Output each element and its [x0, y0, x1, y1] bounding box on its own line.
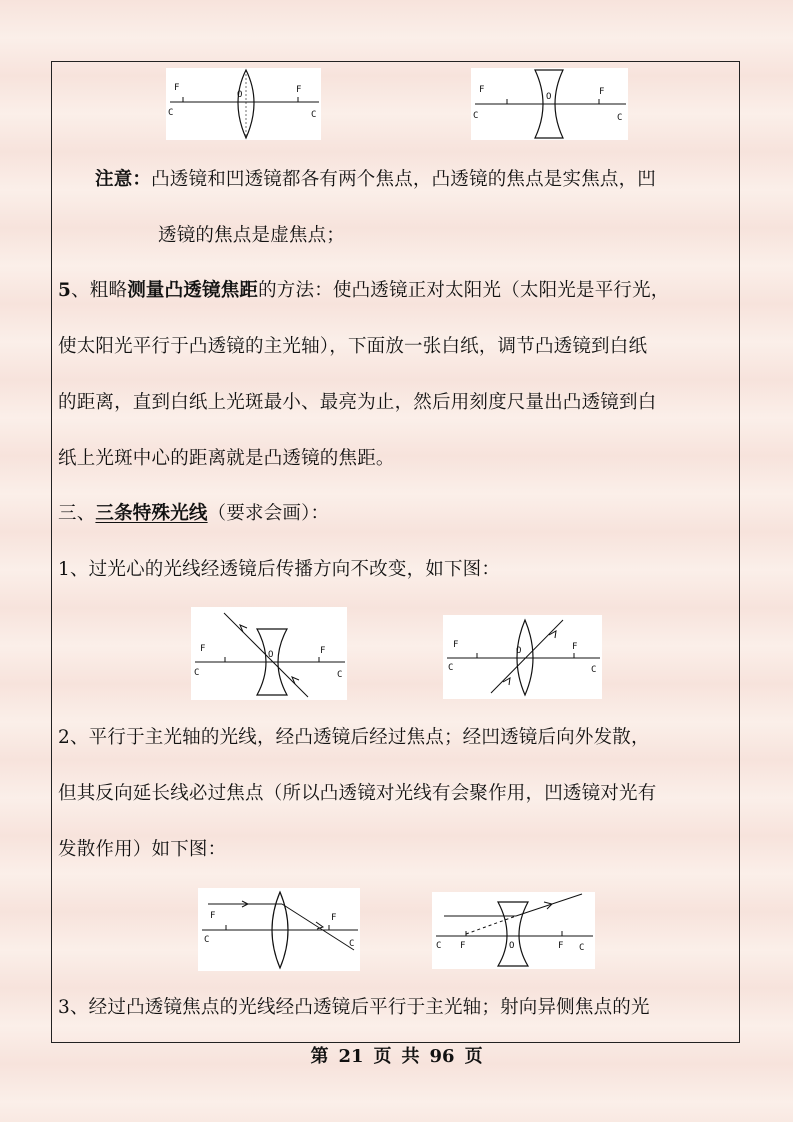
concave-lens-parallel-ray-diagram [432, 892, 595, 969]
label-F-left: F [200, 644, 206, 654]
label-C-right: C [337, 670, 343, 680]
label-C-left: C [168, 108, 174, 118]
item5-line-3: 的距离，直到白纸上光斑最小、最亮为止，然后用刻度尺量出凸透镜到白 [58, 392, 657, 413]
note-line-2: 透镜的焦点是虚焦点； [158, 225, 346, 246]
concave-lens-focus-diagram [471, 68, 628, 140]
item5-number: 5 [58, 280, 72, 301]
footer-page-number: 21 [338, 1046, 364, 1067]
section3-suffix: （要求会画）： [207, 503, 330, 524]
page-frame [51, 61, 740, 1043]
section3-prefix: 三、 [58, 503, 96, 524]
item5-line-2: 使太阳光平行于凸透镜的主光轴），下面放一张白纸，调节凸透镜到白纸 [58, 336, 648, 357]
label-F-left: F [479, 85, 485, 95]
convex-lens-center-ray-diagram [443, 615, 602, 699]
ray2-line-3: 发散作用）如下图： [58, 839, 227, 860]
label-F-right: F [320, 646, 326, 656]
label-F-right: F [296, 85, 302, 95]
label-F-left: F [210, 911, 216, 921]
convex-lens-parallel-ray-diagram [198, 888, 360, 971]
label-F-right: F [599, 87, 605, 97]
label-C-left: C [436, 941, 442, 951]
label-C-right: C [349, 939, 355, 949]
convex-lens-focus-diagram [166, 68, 321, 140]
section3-title: 三条特殊光线 [95, 503, 208, 524]
label-O: O [237, 90, 243, 100]
label-O: O [546, 92, 552, 102]
label-F-left: F [453, 640, 459, 650]
ray3-line-1: 3、经过凸透镜焦点的光线经凸透镜后平行于主光轴；射向异侧焦点的光 [58, 997, 650, 1018]
note-text-1: 凸透镜和凹透镜都各有两个焦点，凸透镜的焦点是实焦点，凹 [151, 169, 657, 190]
label-F-left: F [460, 941, 466, 951]
note-label: 注意： [95, 169, 152, 190]
note-line-1 [95, 167, 656, 193]
section3-heading [58, 501, 329, 527]
ray1-text: 1、过光心的光线经透镜后传播方向不改变，如下图： [58, 559, 501, 580]
footer-page-word: 第 [310, 1046, 329, 1067]
ray2-line-1: 2、平行于主光轴的光线，经凸透镜后经过焦点；经凹透镜后向外发散， [58, 727, 650, 748]
label-O: O [268, 650, 274, 660]
label-C-right: C [311, 110, 317, 120]
page-number-footer [0, 1044, 793, 1070]
item5-line-1 [58, 278, 670, 304]
footer-total-unit: 页 [464, 1046, 483, 1067]
concave-lens-center-ray-diagram [191, 607, 347, 700]
label-C-left: C [473, 111, 479, 121]
label-O: O [509, 941, 515, 951]
item5-prefix: 、粗略 [71, 280, 128, 301]
label-F-right: F [572, 642, 578, 652]
label-C-right: C [579, 943, 585, 953]
ray2-line-2: 但其反向延长线必过焦点（所以凸透镜对光线有会聚作用，凹透镜对光有 [58, 783, 657, 804]
label-O: O [516, 646, 522, 656]
label-F-left: F [174, 83, 180, 93]
footer-total-number: 96 [429, 1046, 455, 1067]
label-C-left: C [448, 663, 454, 673]
item5-rest: 的方法：使凸透镜正对太阳光（太阳光是平行光， [258, 280, 670, 301]
footer-total-word: 共 [401, 1046, 420, 1067]
footer-page-unit: 页 [373, 1046, 392, 1067]
label-C-right: C [591, 665, 597, 675]
label-F-right: F [331, 913, 337, 923]
label-F-right: F [558, 941, 564, 951]
label-C-right: C [617, 113, 623, 123]
label-C-left: C [204, 935, 210, 945]
item5-line-4: 纸上光斑中心的距离就是凸透镜的焦距。 [58, 448, 395, 469]
item5-emphasis: 测量凸透镜焦距 [127, 280, 259, 301]
label-C-left: C [194, 668, 200, 678]
